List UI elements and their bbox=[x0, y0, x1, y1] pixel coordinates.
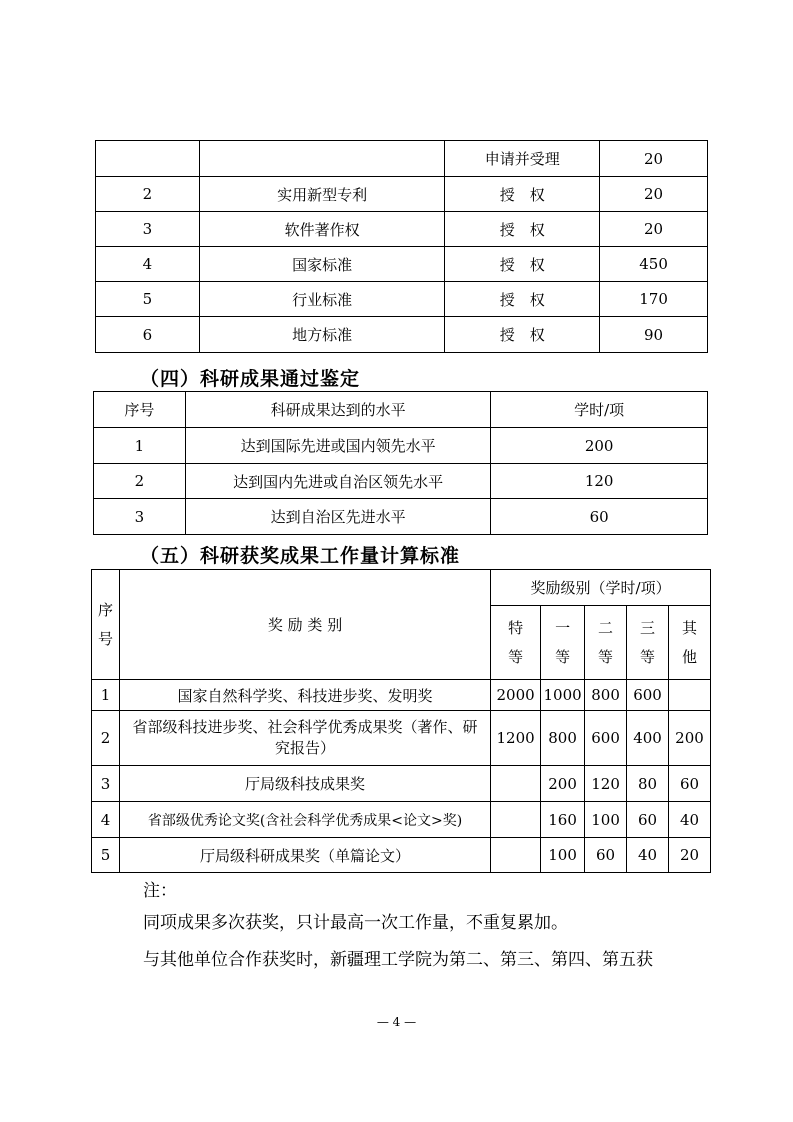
hours-value: 20 bbox=[600, 141, 708, 177]
hours-value: 450 bbox=[600, 247, 708, 282]
header-number: 序号 bbox=[94, 392, 186, 428]
row-number: 6 bbox=[96, 317, 200, 353]
table-header-row bbox=[92, 570, 711, 606]
header-grade-other: 其他 bbox=[668, 606, 710, 680]
award-category: 厅局级科研成果奖（单篇论文） bbox=[119, 838, 490, 873]
hours-third: 400 bbox=[627, 711, 669, 766]
table-row bbox=[94, 428, 708, 464]
header-grade-third: 三等 bbox=[627, 606, 669, 680]
header-level: 科研成果达到的水平 bbox=[185, 392, 490, 428]
table-row bbox=[92, 680, 711, 711]
row-number: 5 bbox=[96, 282, 200, 317]
header-grade-group: 奖励级别（学时/项） bbox=[491, 570, 711, 606]
table-row bbox=[96, 247, 708, 282]
hours-third: 600 bbox=[627, 680, 669, 711]
hours-other: 60 bbox=[668, 766, 710, 802]
achievement-type bbox=[199, 141, 445, 177]
header-number bbox=[92, 570, 120, 680]
hours-first: 200 bbox=[541, 766, 585, 802]
achievement-level: 达到国内先进或自治区领先水平 bbox=[185, 464, 490, 499]
award-category: 厅局级科技成果奖 bbox=[119, 766, 490, 802]
header-number-text: 序号 bbox=[97, 601, 113, 648]
page-number: — 4 — bbox=[376, 1015, 417, 1029]
header-category: 奖 励 类 别 bbox=[119, 570, 490, 680]
row-number: 2 bbox=[96, 177, 200, 212]
table-row bbox=[94, 464, 708, 499]
table-row bbox=[96, 141, 708, 177]
hours-value: 20 bbox=[600, 177, 708, 212]
achievement-stage: 授 权 bbox=[445, 247, 600, 282]
note-label: 注： bbox=[143, 881, 177, 901]
achievement-stage: 申请并受理 bbox=[445, 141, 600, 177]
appraisal-table bbox=[93, 391, 708, 535]
row-number: 3 bbox=[92, 766, 120, 802]
hours-first: 1000 bbox=[541, 680, 585, 711]
achievement-type: 实用新型专利 bbox=[199, 177, 445, 212]
achievement-stage: 授 权 bbox=[445, 177, 600, 212]
table-row bbox=[96, 177, 708, 212]
hours-third: 80 bbox=[627, 766, 669, 802]
achievement-type: 行业标准 bbox=[199, 282, 445, 317]
row-number: 2 bbox=[94, 464, 186, 499]
table-row bbox=[96, 317, 708, 353]
achievement-stage: 授 权 bbox=[445, 212, 600, 247]
table-row bbox=[92, 766, 711, 802]
achievement-stage: 授 权 bbox=[445, 282, 600, 317]
achievement-stage: 授 权 bbox=[445, 317, 600, 353]
table-row bbox=[92, 802, 711, 838]
row-number: 4 bbox=[92, 802, 120, 838]
award-category: 国家自然科学奖、科技进步奖、发明奖 bbox=[119, 680, 490, 711]
achievement-level: 达到国际先进或国内领先水平 bbox=[185, 428, 490, 464]
hours-third: 60 bbox=[627, 802, 669, 838]
row-number: 3 bbox=[96, 212, 200, 247]
hours-other bbox=[668, 680, 710, 711]
row-number: 1 bbox=[92, 680, 120, 711]
hours-first: 100 bbox=[541, 838, 585, 873]
hours-second: 800 bbox=[585, 680, 627, 711]
hours-second: 100 bbox=[585, 802, 627, 838]
achievement-type: 软件著作权 bbox=[199, 212, 445, 247]
achievement-type: 地方标准 bbox=[199, 317, 445, 353]
hours-value: 200 bbox=[491, 428, 708, 464]
header-grade-special: 特等 bbox=[491, 606, 541, 680]
hours-special: 2000 bbox=[491, 680, 541, 711]
achievement-level: 达到自治区先进水平 bbox=[185, 499, 490, 535]
hours-value: 60 bbox=[491, 499, 708, 535]
header-grade-first: 一等 bbox=[541, 606, 585, 680]
hours-other: 200 bbox=[668, 711, 710, 766]
hours-value: 90 bbox=[600, 317, 708, 353]
award-category: 省部级优秀论文奖(含社会科学优秀成果<论文>奖) bbox=[119, 802, 490, 838]
hours-second: 600 bbox=[585, 711, 627, 766]
hours-first: 800 bbox=[541, 711, 585, 766]
hours-value: 20 bbox=[600, 212, 708, 247]
award-category: 省部级科技进步奖、社会科学优秀成果奖（著作、研究报告） bbox=[119, 711, 490, 766]
hours-second: 60 bbox=[585, 838, 627, 873]
header-hours: 学时/项 bbox=[491, 392, 708, 428]
award-table bbox=[91, 569, 711, 873]
row-number: 2 bbox=[92, 711, 120, 766]
row-number: 5 bbox=[92, 838, 120, 873]
table-row bbox=[92, 838, 711, 873]
hours-first: 160 bbox=[541, 802, 585, 838]
hours-value: 120 bbox=[491, 464, 708, 499]
table-row bbox=[92, 711, 711, 766]
table-row bbox=[94, 499, 708, 535]
hours-special bbox=[491, 838, 541, 873]
row-number bbox=[96, 141, 200, 177]
hours-value: 170 bbox=[600, 282, 708, 317]
table-row bbox=[96, 282, 708, 317]
hours-special bbox=[491, 802, 541, 838]
hours-special bbox=[491, 766, 541, 802]
hours-other: 20 bbox=[668, 838, 710, 873]
patent-standard-table bbox=[95, 140, 708, 353]
section-heading-awards: （五）科研获奖成果工作量计算标准 bbox=[140, 545, 461, 567]
header-grade-second: 二等 bbox=[585, 606, 627, 680]
section-heading-appraisal: （四）科研成果通过鉴定 bbox=[140, 368, 361, 390]
row-number: 3 bbox=[94, 499, 186, 535]
row-number: 1 bbox=[94, 428, 186, 464]
table-row bbox=[96, 212, 708, 247]
achievement-type: 国家标准 bbox=[199, 247, 445, 282]
note-line-1: 同项成果多次获奖，只计最高一次工作量，不重复累加。 bbox=[143, 913, 568, 933]
hours-other: 40 bbox=[668, 802, 710, 838]
row-number: 4 bbox=[96, 247, 200, 282]
note-line-2: 与其他单位合作获奖时，新疆理工学院为第二、第三、第四、第五获 bbox=[143, 950, 653, 970]
hours-special: 1200 bbox=[491, 711, 541, 766]
table-header-row bbox=[94, 392, 708, 428]
hours-second: 120 bbox=[585, 766, 627, 802]
hours-third: 40 bbox=[627, 838, 669, 873]
